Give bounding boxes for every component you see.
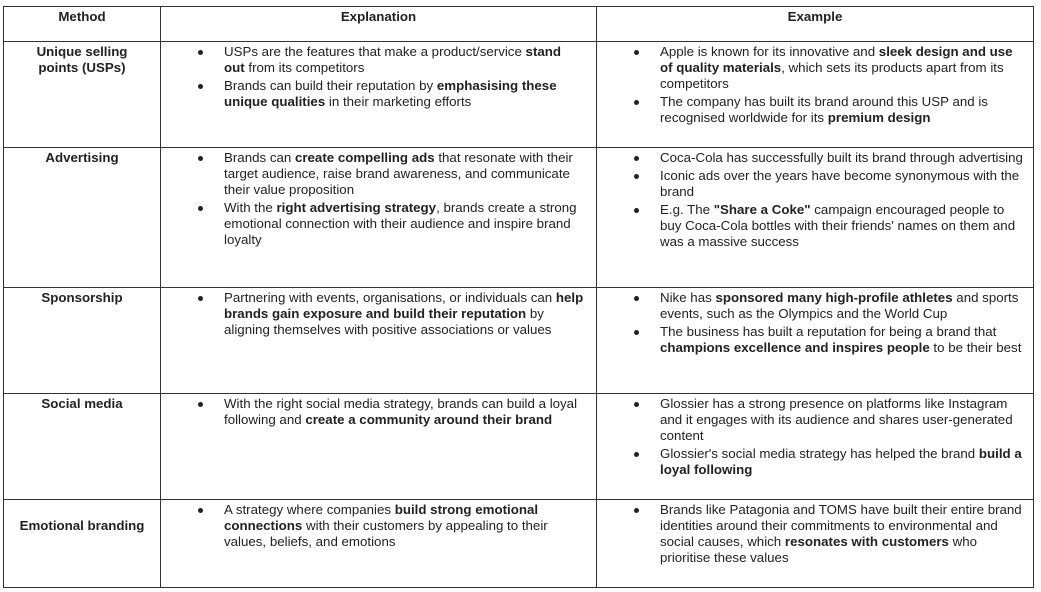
bullet-icon <box>198 50 203 55</box>
bullet-icon <box>634 402 639 407</box>
body-text: Apple is known for its innovative and <box>660 44 879 59</box>
bullet-item <box>597 396 1033 444</box>
method-cell: Emotional branding <box>4 500 161 588</box>
header-row <box>4 7 1034 42</box>
bullet-list <box>597 150 1033 250</box>
body-text: that resonate with their target audience, raise brand awareness, and communicate their value proposition <box>224 150 573 197</box>
method-cell: Advertising <box>4 148 161 288</box>
bullet-icon <box>198 508 203 513</box>
bold-text: create compelling ads <box>294 150 435 165</box>
bullet-icon <box>634 156 639 161</box>
body-text: USPs are the features that make a product/service <box>224 44 526 59</box>
bullet-item <box>597 150 1033 166</box>
bullet-item <box>597 168 1033 200</box>
explanation-cell <box>161 288 597 394</box>
bullet-list <box>161 396 596 428</box>
bullet-item <box>597 94 1033 126</box>
bold-text: emphasising these unique qualities <box>224 78 557 109</box>
bullet-icon <box>634 296 639 301</box>
body-text: , which sets its products apart from its competitors <box>660 60 1004 91</box>
bullet-item <box>161 396 596 428</box>
explanation-cell <box>161 500 597 588</box>
body-text: Partnering with events, organisations, or individuals can <box>224 290 556 305</box>
bullet-item <box>597 202 1033 250</box>
bullet-list <box>597 290 1033 356</box>
example-cell <box>597 42 1034 148</box>
example-cell <box>597 394 1034 500</box>
example-header: Example <box>597 7 1034 42</box>
method-cell: Sponsorship <box>4 288 161 394</box>
table-row <box>4 288 1034 394</box>
bullet-icon <box>198 296 203 301</box>
bullet-icon <box>198 84 203 89</box>
body-text: Iconic ads over the years have become synonymous with the brand <box>660 168 1020 199</box>
bullet-list <box>161 150 596 248</box>
bullet-icon <box>634 330 639 335</box>
body-text: , brands create a strong emotional connection with their audience and inspire brand loyalty <box>224 200 577 247</box>
bold-text: resonates with customers <box>784 534 949 549</box>
table-row <box>4 394 1034 500</box>
body-text: who prioritise these values <box>660 534 978 565</box>
bullet-list <box>597 44 1033 126</box>
bullet-item <box>597 502 1033 566</box>
bullet-item <box>161 200 596 248</box>
table-row <box>4 500 1034 588</box>
bullet-item <box>161 150 596 198</box>
body-text: from its competitors <box>244 60 365 75</box>
example-cell <box>597 500 1034 588</box>
bullet-icon <box>198 156 203 161</box>
bullet-icon <box>198 402 203 407</box>
bullet-list <box>597 396 1033 478</box>
body-text: Brands can <box>224 150 295 165</box>
example-cell <box>597 288 1034 394</box>
bold-text: build strong emotional connections <box>224 502 539 533</box>
table-row <box>4 42 1034 148</box>
bold-text: "Share a Coke" <box>713 202 811 217</box>
body-text: The company has built its brand around this USP and is recognised worldwide for its <box>660 94 988 125</box>
bold-text: premium design <box>827 110 931 125</box>
body-text: Brands like Patagonia and TOMS have built their entire brand identities around their commitments to environmental and social causes, which <box>660 502 1022 549</box>
body-text: Brands can build their reputation by <box>224 78 437 93</box>
explanation-cell <box>161 148 597 288</box>
body-text: campaign encouraged people to buy Coca-Cola bottles with their friends' names on them and was a massive success <box>660 202 1016 249</box>
table-row <box>4 148 1034 288</box>
bullet-icon <box>634 208 639 213</box>
body-text: Glossier's social media strategy has helped the brand <box>660 446 979 461</box>
bullet-icon <box>634 100 639 105</box>
body-text: A strategy where companies <box>224 502 395 517</box>
body-text: and sports events, such as the Olympics and the World Cup <box>660 290 1019 321</box>
body-text: E.g. The <box>660 202 714 217</box>
bullet-item <box>161 78 596 110</box>
bold-text: build a loyal following <box>660 446 1022 477</box>
body-text: Coca-Cola has successfully built its brand through advertising <box>660 150 1023 165</box>
explanation-header: Explanation <box>161 7 597 42</box>
bullet-icon <box>198 206 203 211</box>
bullet-icon <box>634 508 639 513</box>
bullet-item <box>161 502 596 550</box>
bullet-item <box>597 290 1033 322</box>
method-header: Method <box>4 7 161 42</box>
body-text: The business has built a reputation for being a brand that <box>660 324 997 339</box>
body-text: in their marketing efforts <box>325 94 472 109</box>
bullet-item <box>597 44 1033 92</box>
method-cell: Unique selling points (USPs) <box>4 42 161 148</box>
bold-text: sponsored many high-profile athletes <box>715 290 953 305</box>
body-text: Nike has <box>660 290 716 305</box>
body-text: Glossier has a strong presence on platforms like Instagram and it engages with its audience and shares user-generated content <box>660 396 1013 443</box>
bold-text: right advertising strategy <box>276 200 437 215</box>
method-cell: Social media <box>4 394 161 500</box>
bold-text: sleek design and use of quality materials <box>660 44 1013 75</box>
bullet-icon <box>634 174 639 179</box>
bullet-list <box>597 502 1033 566</box>
bullet-item <box>597 324 1033 356</box>
body-text: with their customers by appealing to their values, beliefs, and emotions <box>224 518 548 549</box>
bold-text: stand out <box>224 44 562 75</box>
body-text: With the right social media strategy, brands can build a loyal following and <box>224 396 578 427</box>
explanation-cell <box>161 394 597 500</box>
bullet-list <box>161 502 596 550</box>
bullet-list <box>161 290 596 338</box>
bold-text: create a community around their brand <box>305 412 553 427</box>
body-text: to be their best <box>929 340 1022 355</box>
bold-text: help brands gain exposure and build their reputation <box>224 290 584 321</box>
example-cell <box>597 148 1034 288</box>
explanation-cell <box>161 42 597 148</box>
bullet-item <box>161 290 596 338</box>
bullet-icon <box>634 452 639 457</box>
bullet-icon <box>634 50 639 55</box>
bullet-item <box>161 44 596 76</box>
bullet-list <box>161 44 596 110</box>
body-text: With the <box>224 200 277 215</box>
bullet-item <box>597 446 1033 478</box>
methods-table <box>3 6 1034 588</box>
bold-text: champions excellence and inspires people <box>660 340 930 355</box>
body-text: by aligning themselves with positive associations or values <box>224 306 552 337</box>
